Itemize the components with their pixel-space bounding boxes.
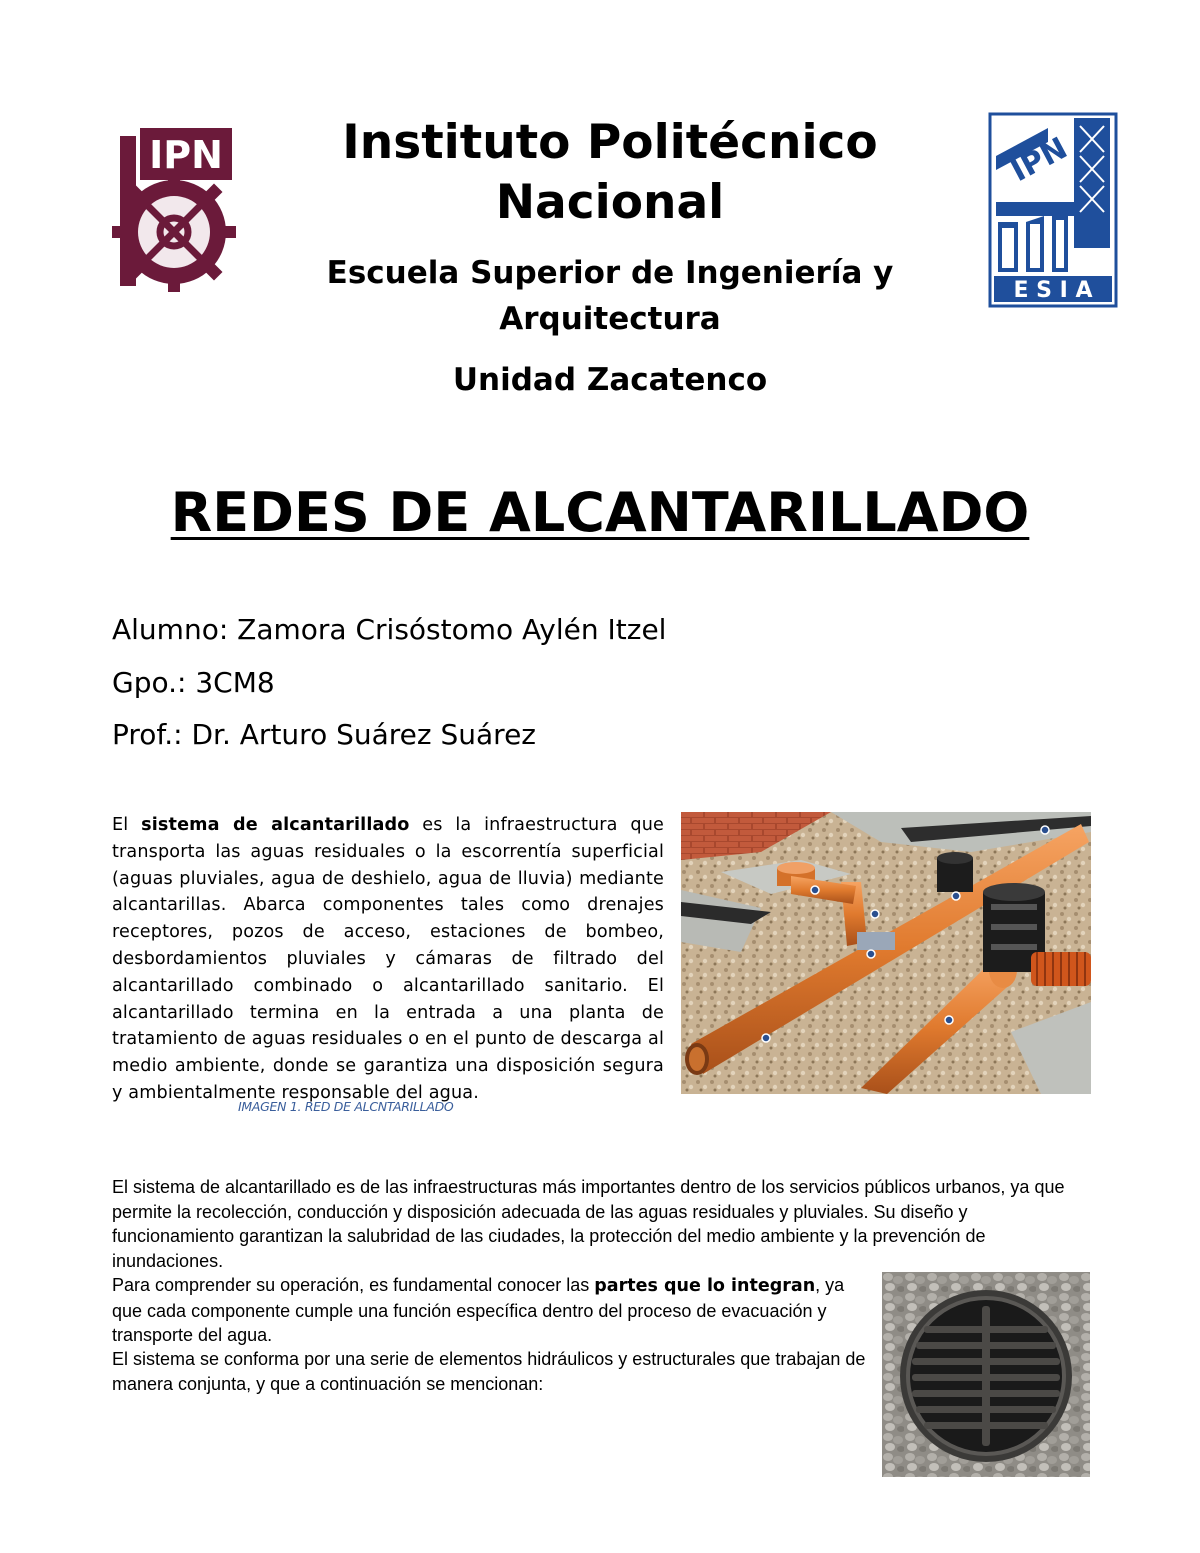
intro-bold-term: sistema de alcantarillado [141, 815, 410, 835]
manhole-grate-image [882, 1272, 1090, 1477]
ipn-logo-text: IPN [149, 133, 223, 177]
school-name: Escuela Superior de Ingeniería y Arquitectura [326, 255, 894, 337]
esia-logo-ipn-text: IPN [1005, 130, 1074, 190]
body-paragraph-1: El sistema de alcantarillado es de las infraestructuras más importantes dentro de los servicios públicos urbanos, ya que permite la recolección, conducción y disposición adecuada de las aguas residuales y pluviales. Su diseño y funcionamiento garantizan la salubridad de las ciudades, la protección del medio ambiente y la prevención de inundaciones. [112, 1177, 1065, 1271]
student-name: Alumno: Zamora Crisóstomo Aylén Itzel [112, 613, 667, 646]
esia-logo [988, 112, 1118, 308]
esia-logo-label: E S I A [1013, 278, 1093, 303]
image-caption: IMAGEN 1. RED DE ALCNTARILLADO [238, 1099, 454, 1114]
body-bold-term: partes que lo integran [594, 1276, 816, 1296]
body-paragraph-2: Para comprender su operación, es fundamental conocer las partes que lo integran, ya que cada componente cumple una función específica dentro del proceso de evacuación y transporte del agua. [112, 1275, 845, 1346]
ipn-logo [112, 122, 240, 312]
group: Gpo.: 3CM8 [112, 666, 275, 699]
document-title: REDES DE ALCANTARILLADO [170, 481, 1030, 544]
body-paragraph-3: El sistema se conforma por una serie de elementos hidráulicos y estructurales que trabajan de manera conjunta, y que a continuación se mencionan: [112, 1349, 866, 1394]
professor: Prof.: Dr. Arturo Suárez Suárez [112, 718, 536, 751]
intro-paragraph: El sistema de alcantarillado es la infraestructura que transporta las aguas residuales o la escorrentía superficial (aguas pluviales, agua de deshielo, agua de lluvia) mediante alcantarillas. Abarca componentes tales como drenajes receptores, pozos de acceso, estaciones de bombeo, desbordamientos pluviales y cámaras de filtrado del alcantarillado combinado o alcantarillado sanitario. El alcantarillado termina en la entrada a una planta de tratamiento de aguas residuales o en el punto de descarga al medio ambiente, donde se garantiza una disposición segura y ambientalmente responsable del agua. [112, 815, 664, 1103]
unit-name: Unidad Zacatenco [452, 362, 768, 398]
institution-name: Instituto Politécnico Nacional [342, 115, 878, 230]
sewer-network-image [681, 812, 1091, 1094]
